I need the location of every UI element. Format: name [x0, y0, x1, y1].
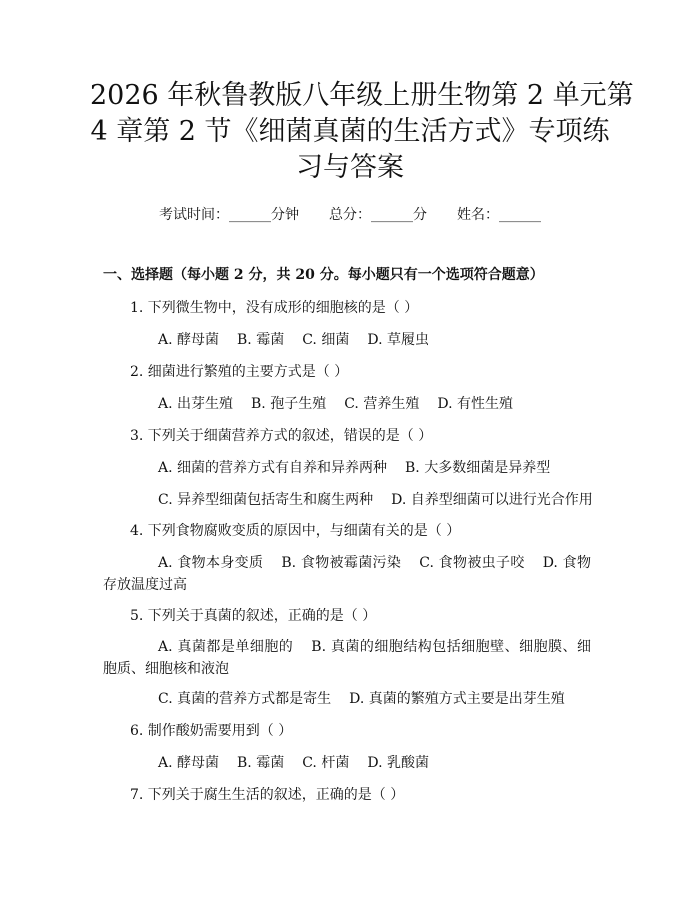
exam-info — [0, 206, 700, 224]
option-b: B. 大多数细菌是异养型 — [405, 460, 551, 476]
option-c: C. 食物被虫子咬 — [419, 555, 525, 571]
document-title — [90, 78, 634, 186]
question-4-options — [103, 552, 591, 596]
option-b: B. 霉菌 — [237, 332, 285, 348]
question-1-options — [158, 331, 429, 349]
option-c: C. 细菌 — [302, 332, 350, 348]
title-line-3: 习与答案 — [296, 152, 404, 183]
question-7-stem: 7. 下列关于腐生生活的叙述，正确的是（ ） — [130, 787, 405, 803]
question-3-stem: 3. 下列关于细菌营养方式的叙述，错误的是（ ） — [130, 428, 433, 444]
total-score: 总分：______分 — [329, 207, 427, 223]
question-5-options-row-1 — [103, 636, 591, 680]
exam-time: 考试时间：______分钟 — [159, 207, 299, 223]
question-5-options-row-2 — [158, 690, 565, 708]
option-a: A. 酵母菌 — [158, 332, 220, 348]
question-3-options-row-1 — [158, 459, 550, 477]
question-2-stem: 2. 细菌进行繁殖的主要方式是（ ） — [130, 364, 349, 380]
option-c: C. 异养型细菌包括寄生和腐生两种 — [158, 492, 374, 508]
option-d: D. 乳酸菌 — [367, 755, 429, 771]
question-5-stem: 5. 下列关于真菌的叙述，正确的是（ ） — [130, 608, 377, 624]
option-a: A. 酵母菌 — [158, 755, 220, 771]
question-2-options — [158, 395, 513, 413]
title-line-2: 4 章第 2 节《细菌真菌的生活方式》专项练 — [90, 116, 610, 147]
question-6-stem: 6. 制作酸奶需要用到（ ） — [130, 723, 293, 739]
question-1-stem: 1. 下列微生物中，没有成形的细胞核的是（ ） — [130, 300, 419, 316]
option-d: D. 自养型细菌可以进行光合作用 — [391, 492, 593, 508]
option-b: B. 真菌的细胞结构包括细胞壁、细胞膜、细胞质、细胞核和液泡 — [103, 639, 591, 677]
option-a: A. 细菌的营养方式有自养和异养两种 — [158, 460, 388, 476]
option-c: C. 杆菌 — [302, 755, 350, 771]
option-b: B. 霉菌 — [237, 755, 285, 771]
option-b: B. 食物被霉菌污染 — [281, 555, 402, 571]
section-heading: 一、选择题（每小题 2 分，共 20 分。每小题只有一个选项符合题意） — [103, 267, 544, 283]
title-line-1: 2026 年秋鲁教版八年级上册生物第 2 单元第 — [90, 80, 634, 111]
option-d: D. 有性生殖 — [437, 396, 513, 412]
option-c: C. 真菌的营养方式都是寄生 — [158, 691, 332, 707]
option-d: D. 草履虫 — [367, 332, 429, 348]
question-3-options-row-2 — [158, 491, 593, 509]
option-a: A. 食物本身变质 — [158, 555, 264, 571]
option-a: A. 出芽生殖 — [158, 396, 234, 412]
option-c: C. 营养生殖 — [344, 396, 420, 412]
option-d: D. 真菌的繁殖方式主要是出芽生殖 — [349, 691, 565, 707]
student-name: 姓名：______ — [457, 207, 541, 223]
option-a: A. 真菌都是单细胞的 — [158, 639, 294, 655]
question-4-stem: 4. 下列食物腐败变质的原因中，与细菌有关的是（ ） — [130, 523, 461, 539]
option-b: B. 孢子生殖 — [251, 396, 327, 412]
option-d: D. 食物存放温度过高 — [103, 555, 591, 593]
question-6-options — [158, 754, 429, 772]
